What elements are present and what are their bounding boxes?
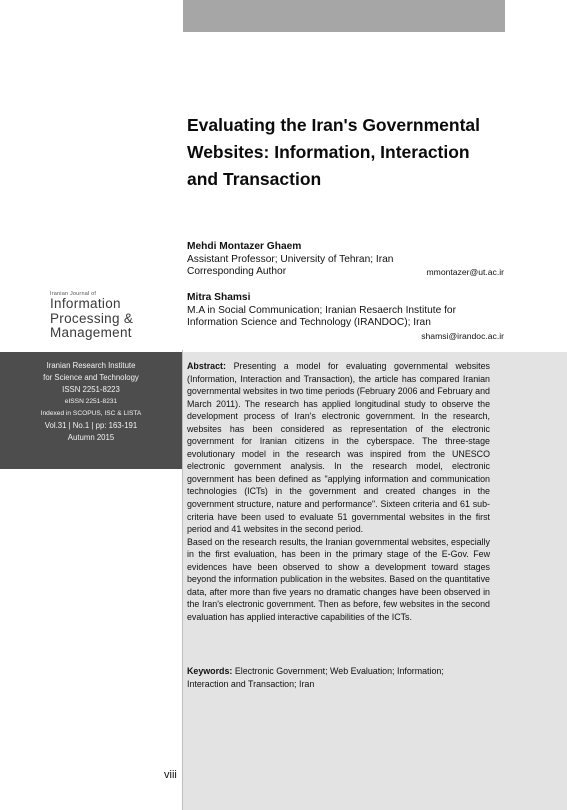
journal-logo (50, 291, 170, 341)
author-affiliation: M.A in Social Communication; Iranian Resaerch Institute for (187, 304, 456, 316)
journal-logo-caption: Iranian Journal of (50, 291, 97, 297)
author-name: Mehdi Montazer Ghaem (187, 241, 302, 252)
institute-name: Iranian Research Institute (46, 361, 136, 370)
volume-info: Vol.31 | No.1 | pp: 163-191 (44, 421, 138, 430)
journal-info-panel (0, 352, 182, 469)
author-name: Mitra Shamsi (187, 292, 251, 303)
abstract (187, 360, 490, 623)
header-bar (183, 0, 505, 32)
keywords-label: Keywords: (187, 666, 233, 676)
eissn: eISSN 2251-8231 (64, 398, 118, 405)
journal-logo-line: Information (50, 296, 121, 311)
issue-season: Autumn 2015 (67, 433, 115, 442)
divider (182, 350, 183, 810)
institute-name: for Science and Technology (43, 373, 139, 382)
article-title: Evaluating the Iran's Governmental Websites: Information, Interaction and Transaction (187, 115, 480, 189)
keywords-text: Electronic Government; Web Evaluation; Information; Interaction and Transaction; Iran (187, 666, 444, 689)
author-affiliation: Information Science and Technology (IRANDOC); Iran (187, 317, 431, 329)
journal-logo-line: Processing & (50, 310, 134, 326)
author-block (187, 292, 507, 342)
abstract-paragraph: Presenting a model for evaluating governmental websites (Information, Interaction and Transaction), the article has compared Iranian governmental websites in two time periods (February 2006 and February and March 2011). The research has applied longitudinal study to observe the development process of Iran's electronic government. In the research, websites has been considered as representation of the electronic government for Iranian citizens in the cyberspace. The three-stage evolutionary model in the research was inspired from the UNESCO electronic government analysis. In the research model, electronic government has been defined as "applying information and communication technologies (ICTs) in the government and created changes in the government structure, nature and performance". Sixteen criteria and 61 sub-criteria have been used to evaluate 51 governmental websites in the first period and 41 websites in the second period. (187, 361, 490, 535)
author-email[interactable]: mmontazer@ut.ac.ir (426, 267, 504, 278)
page-number: viii (164, 769, 177, 781)
abstract-paragraph: Based on the research results, the Iranian governmental websites, especially in the first evaluation, has been in the primary stage of the E-Gov. Few evidences have been observed to show a development toward stages beyond the information publication in the websites. Based on the quantitative data, after more than five years no dramatic changes have been observed in the Iran's electronic government. Then as before, few websites in the second evaluation has applied interactive capabilities of the ICTs. (187, 536, 490, 622)
author-email[interactable]: shamsi@irandoc.ac.ir (421, 330, 504, 341)
author-block (187, 241, 507, 279)
author-affiliation: Assistant Professor; University of Tehran; Iran (187, 253, 394, 265)
journal-logo-line: Management (50, 325, 132, 340)
abstract-label: Abstract: (187, 361, 226, 371)
keywords (187, 665, 487, 690)
indexing-info: Indexed in SCOPUS, ISC & LISTA (40, 410, 142, 417)
issn: ISSN 2251-8223 (62, 385, 120, 394)
author-note: Corresponding Author (187, 266, 287, 278)
